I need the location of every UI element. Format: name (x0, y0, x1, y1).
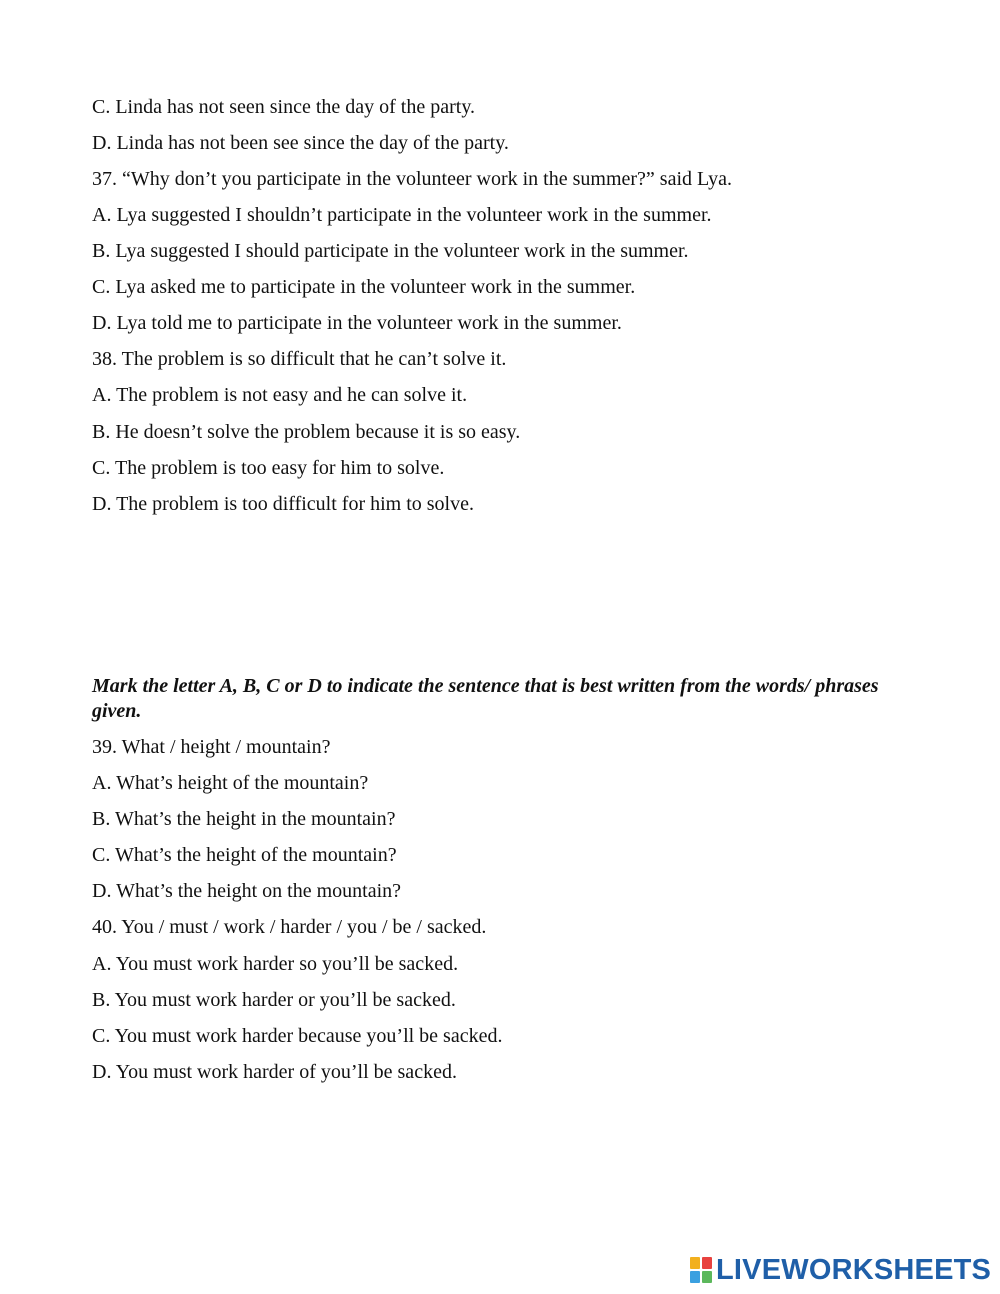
option-37-c: C. Lya asked me to participate in the volunteer work in the summer. (92, 276, 636, 298)
option-36-d: D. Linda has not been see since the day of the party. (92, 132, 509, 154)
option-39-c: C. What’s the height of the mountain? (92, 844, 397, 866)
logo-block-blue (690, 1271, 700, 1283)
option-37-d: D. Lya told me to participate in the volunteer work in the summer. (92, 312, 622, 334)
option-39-b: B. What’s the height in the mountain? (92, 808, 396, 830)
question-40: 40. You / must / work / harder / you / be / sacked. (92, 916, 487, 938)
option-37-a: A. Lya suggested I shouldn’t participate in the volunteer work in the summer. (92, 204, 712, 226)
option-38-d: D. The problem is too difficult for him to solve. (92, 493, 474, 515)
option-40-a: A. You must work harder so you’ll be sacked. (92, 953, 459, 975)
question-39: 39. What / height / mountain? (92, 736, 331, 758)
option-37-b: B. Lya suggested I should participate in the volunteer work in the summer. (92, 240, 689, 262)
option-38-a: A. The problem is not easy and he can solve it. (92, 384, 468, 406)
option-39-a: A. What’s height of the mountain? (92, 772, 369, 794)
logo-block-yellow (690, 1257, 700, 1269)
option-39-d: D. What’s the height on the mountain? (92, 880, 402, 902)
logo-block-red (702, 1257, 712, 1269)
option-40-c: C. You must work harder because you’ll be sacked. (92, 1025, 503, 1047)
question-37: 37. “Why don’t you participate in the volunteer work in the summer?” said Lya. (92, 168, 733, 190)
brand-name: LIVEWORKSHEETS (716, 1254, 992, 1286)
section-instruction: Mark the letter A, B, C or D to indicate the sentence that is best written from the words/ phrases given. (92, 675, 879, 722)
question-38: 38. The problem is so difficult that he can’t solve it. (92, 348, 507, 370)
option-38-b: B. He doesn’t solve the problem because it is so easy. (92, 421, 521, 443)
option-36-c: C. Linda has not seen since the day of the party. (92, 96, 476, 118)
liveworksheets-logo (690, 1255, 991, 1285)
liveworksheets-logo-icon (690, 1257, 712, 1283)
logo-block-green (702, 1271, 712, 1283)
option-40-b: B. You must work harder or you’ll be sacked. (92, 989, 456, 1011)
option-38-c: C. The problem is too easy for him to solve. (92, 457, 445, 479)
option-40-d: D. You must work harder of you’ll be sacked. (92, 1061, 457, 1083)
